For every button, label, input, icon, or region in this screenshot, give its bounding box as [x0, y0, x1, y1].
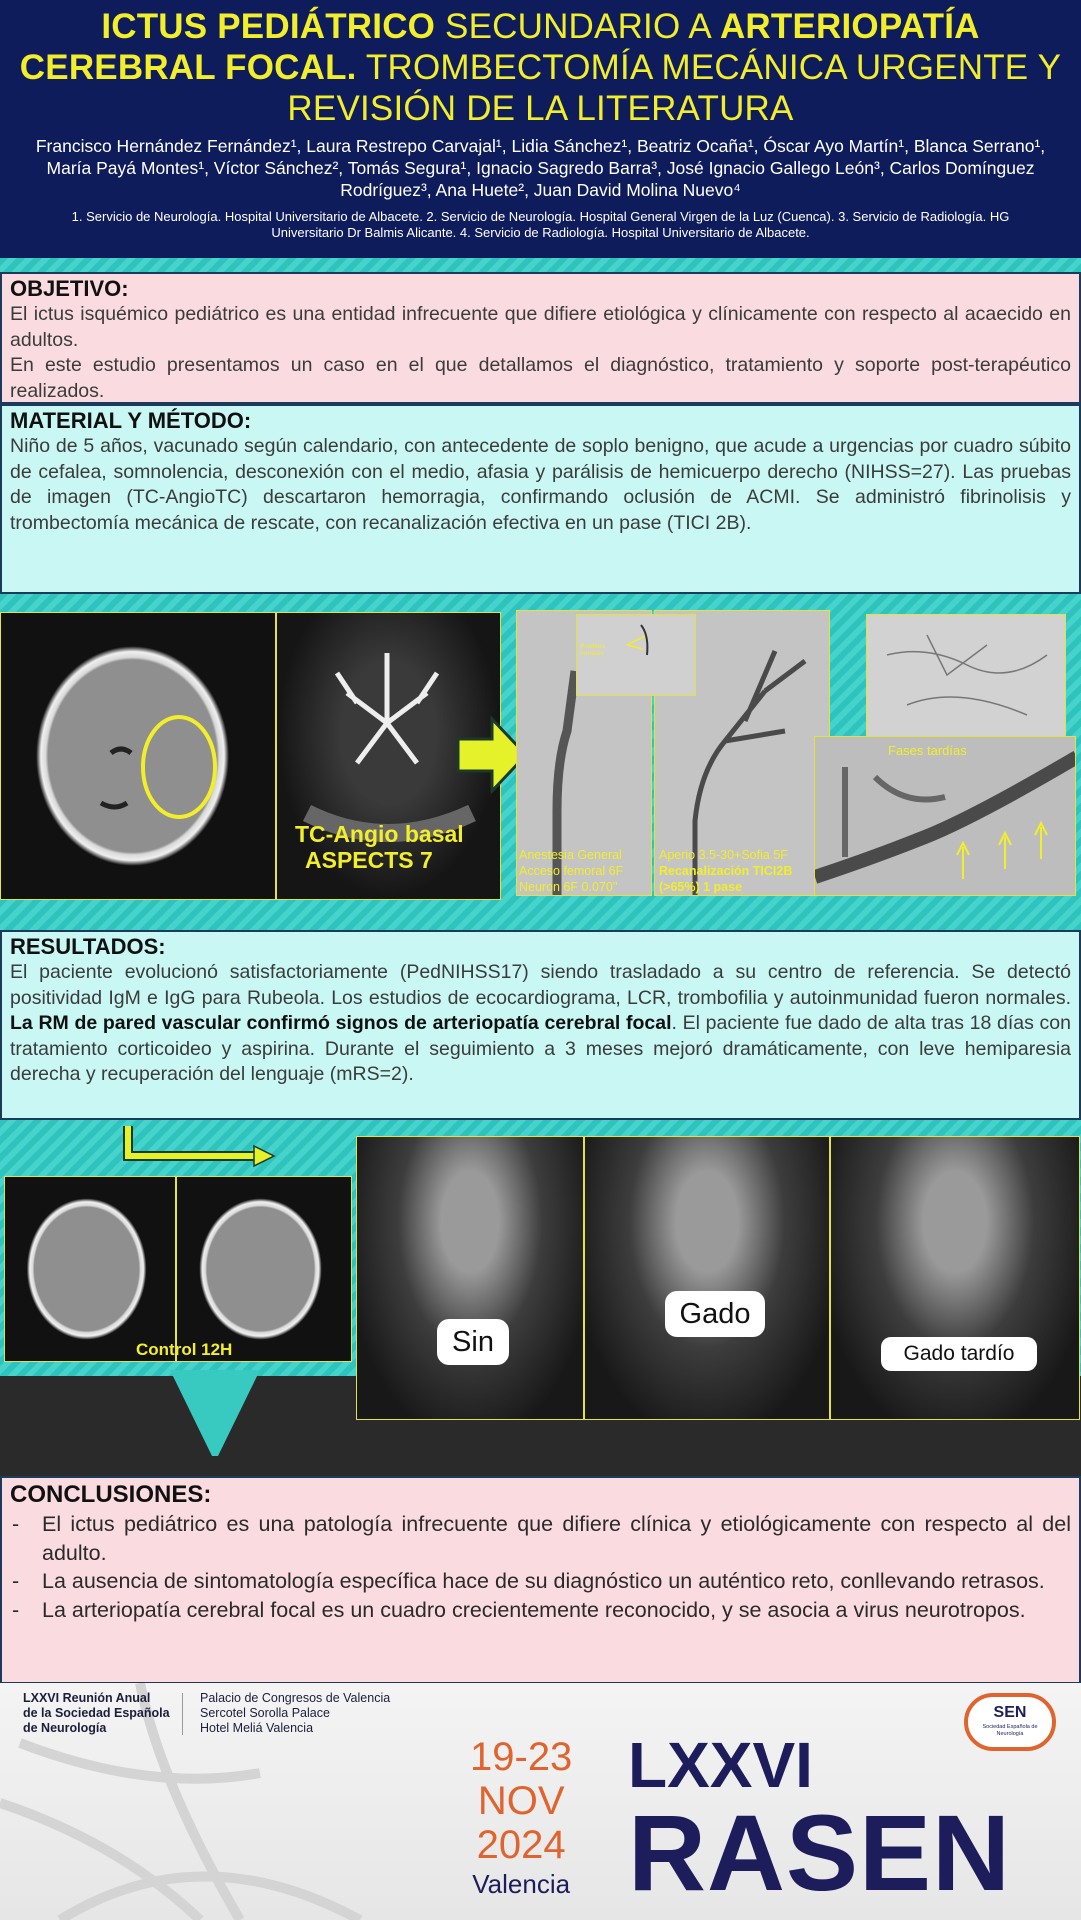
thrombus-inset-image	[576, 614, 696, 696]
sen-logo-subtitle: Sociedad Española de Neurología	[982, 1724, 1038, 1737]
conclusion-item-3: - La arteriopatía cerebral focal es un cuadro crecientemente reconocido, y se asocia a virus neurotropos.	[10, 1596, 1071, 1625]
dsa-1-caption-2: Acceso femoral 6F	[519, 864, 624, 878]
material-heading: MATERIAL Y MÉTODO:	[10, 408, 252, 433]
arrow-up-icon	[957, 843, 969, 879]
dsa-1-caption-3: Neuron 6F 0.070''	[519, 880, 618, 894]
mri-tag-gado-tardio: Gado tardío	[881, 1337, 1037, 1371]
arrow-elbow-icon	[118, 1124, 278, 1170]
angio-label	[295, 821, 464, 873]
infarct-highlight-ellipse	[143, 717, 215, 817]
dsa-2-caption-3: (>65%) 1 pase	[659, 880, 743, 894]
ventricle-shape	[101, 749, 131, 807]
congress-footer	[0, 1683, 1081, 1920]
sen-logo-text: SEN	[993, 1704, 1027, 1721]
material-section	[0, 404, 1081, 594]
ct-scan-overlay	[1, 613, 276, 900]
dsa-2-caption-1: Aperio 3.5-30+Sofia 5F	[659, 848, 788, 862]
title-part-3: ARTERIOPATÍA CEREBRAL FOCAL.	[19, 7, 980, 87]
meeting-line-2: de la Sociedad Española	[23, 1706, 170, 1720]
big-edition-number: LXXVI	[628, 1729, 813, 1801]
dsa-2-caption-2: Recanalización TICI2B	[659, 864, 793, 878]
objetivo-paragraph-1: El ictus isquémico pediátrico es una entidad infrecuente que difiere etiológica y clínicamente con respecto al acaecido en adultos.	[10, 303, 1071, 351]
title-part-2: SECUNDARIO A	[435, 7, 720, 46]
poster-title	[8, 6, 1073, 129]
title-part-1: ICTUS PEDIÁTRICO	[101, 7, 436, 46]
poster-header	[0, 0, 1081, 258]
material-paragraph: Niño de 5 años, vacunado según calendario, con antecedente de soplo benigno, que acude a urgencias por cuadro súbito de cefalea, somnolencia, desconexión con el medio, afasia y parálisis de hemicuerpo derecho (NIHSS=27). Las pruebas de imagen (TC-AngioTC) descartaron hemorragia, confirmando oclusión de ACMI. Se administró fibrinolisis y trombectomía mecánica de rescate, con recanalización efectiva en un pase (TICI 2B).	[10, 435, 1071, 534]
recanalized-vessel-image	[814, 736, 1076, 896]
resultados-paragraph	[10, 960, 1071, 1088]
resultados-heading: RESULTADOS:	[10, 934, 166, 959]
affiliations: 1. Servicio de Neurología. Hospital Universitario de Albacete. 2. Servicio de Neurología. Hospital General Virgen de la Luz (Cuenca). 3. Servicio de Radiología. HG Universitario Dr Balmis Alicante. 4. Servicio de Radiología. Hospital Universitario de Albacete.	[71, 209, 1010, 240]
venue-line-2: Sercotel Sorolla Palace	[200, 1706, 330, 1720]
stripe-band	[0, 258, 1081, 272]
arrow-up-icon	[999, 833, 1011, 869]
conclusiones-section	[0, 1476, 1081, 1684]
resultados-text-c: . El paciente fue dado de alta tras 18 días con tratamiento corticoideo y aspirina. Durante el seguimiento a 3 meses mejoró dramáticamente, con leve hemiparesia derecha y recuperación del lenguaje (mRS=2).	[10, 1012, 1071, 1085]
authors: Francisco Hernández Fernández¹, Laura Restrepo Carvajal¹, Lidia Sánchez¹, Beatriz Ocaña¹, Óscar Ayo Martín¹, Blanca Serrano¹, María Payá Montes¹, Víctor Sánchez², Tomás Segura¹, Ignacio Sagredo Barra³, José Ignacio Gallego León³, Carlos Domínguez Rodríguez³, Ana Huete², Juan David Molina Nuevo⁴	[35, 136, 1046, 200]
conclusiones-list	[10, 1510, 1071, 1624]
dsa-1-captions	[519, 847, 623, 895]
pointer-triangle-icon	[170, 1370, 260, 1460]
objetivo-section	[0, 272, 1081, 404]
angio-label-line-1: TC-Angio basal	[295, 821, 464, 847]
meeting-name	[23, 1691, 170, 1736]
conclusion-item-1: - El ictus pediátrico es una patología infrecuente que difiere clínica y etiológicamente con respecto al del adulto.	[10, 1510, 1071, 1567]
congress-city: Valencia	[472, 1869, 571, 1899]
conclusiones-heading: CONCLUSIONES:	[10, 1481, 212, 1508]
thrombus-label: Posibles trombos	[580, 643, 605, 657]
ct-control-image-2	[176, 1176, 352, 1362]
dsa-1-caption-1: Anestesia General	[519, 848, 622, 862]
mri-image-gado-tardio	[830, 1136, 1080, 1420]
late-phase-label: Fases tardías	[888, 743, 967, 758]
congress-dates	[470, 1735, 572, 1901]
arrow-up-icon	[1035, 823, 1047, 859]
venues	[200, 1691, 390, 1736]
dates-year: 2024	[476, 1823, 566, 1867]
dates-month: NOV	[477, 1779, 565, 1823]
ct-control-image-1	[4, 1176, 176, 1362]
mri-image-gado	[584, 1136, 830, 1420]
resultados-text-bold: La RM de pared vascular confirmó signos de arteriopatía cerebral focal	[10, 1012, 672, 1034]
objetivo-paragraph-2: En este estudio presentamos un caso en el que detallamos el diagnóstico, tratamiento y soporte post-terapéutico realizados.	[10, 354, 1071, 402]
objetivo-heading: OBJETIVO:	[10, 276, 129, 301]
ct-scan-image	[0, 612, 276, 900]
divider	[182, 1693, 183, 1735]
resultados-section	[0, 930, 1081, 1120]
ct-control-label: Control 12H	[136, 1340, 233, 1359]
mri-tag-sin: Sin	[437, 1319, 509, 1365]
title-part-4: TROMBECTOMÍA MECÁNICA URGENTE Y REVISIÓN DE LA LITERATURA	[287, 48, 1062, 128]
angio-label-line-2: ASPECTS 7	[305, 847, 433, 873]
big-rasen-wordmark: RASEN	[628, 1792, 1012, 1913]
mri-image-sin	[356, 1136, 584, 1420]
venue-line-1: Palacio de Congresos de Valencia	[200, 1691, 391, 1705]
sen-logo	[964, 1693, 1056, 1751]
conclusion-item-2: - La ausencia de sintomatología específica hace de su diagnóstico un auténtico reto, conllevando retrasos.	[10, 1567, 1071, 1596]
venue-line-3: Hotel Meliá Valencia	[200, 1721, 314, 1735]
dates-days: 19-23	[470, 1735, 573, 1779]
dsa-2-captions	[659, 847, 792, 895]
meeting-line-1: LXXVI Reunión Anual	[23, 1691, 151, 1705]
resultados-text-a: El paciente evolucionó satisfactoriamente (PedNIHSS17) siendo trasladado a su centro de referencia. Se detectó positividad IgM e IgG para Rubeola. Los estudios de ecocardiograma, LCR, trombofilia y autoinmunidad fueron normales.	[10, 961, 1071, 1009]
mri-tag-gado: Gado	[665, 1291, 765, 1337]
meeting-line-3: de Neurología	[23, 1721, 107, 1735]
